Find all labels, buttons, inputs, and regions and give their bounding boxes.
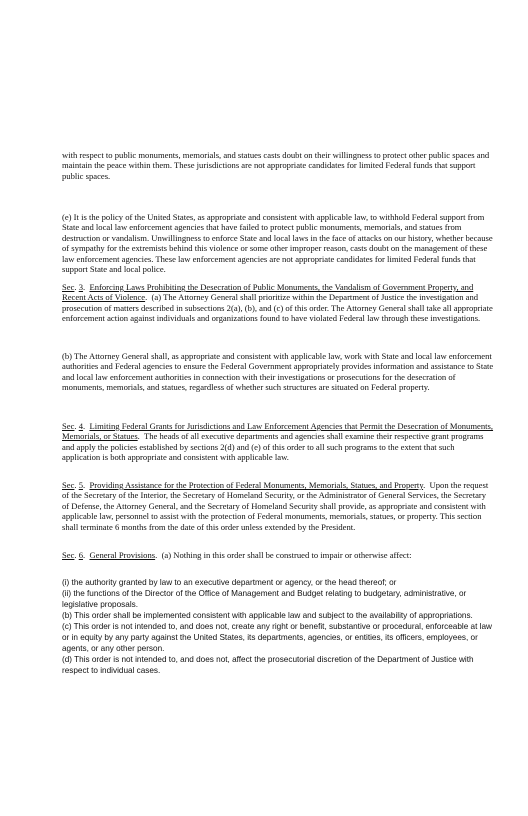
section-5-title: Providing Assistance for the Protection of Federal Monuments, Memorials, Statues, and Property (89, 480, 424, 490)
section-6-body: (a) Nothing in this order shall be construed to impair or otherwise affect: (161, 550, 412, 560)
section-3-body: (a) The Attorney General shall prioritize within the Department of Justice the investigation and prosecution of matters described in subsections 2(a), (b), and (c) of this order. The Attorney General shall take all appropriate enforcement action against individuals and organizations found to have violated Federal law through these investigations. (62, 292, 493, 324)
section-6: Sec. 6. General Provisions. (a) Nothing in this order shall be construed to impair or otherwise affect: (62, 550, 412, 560)
section-5-body: Upon the request of the Secretary of the Interior, the Secretary of Homeland Security, or the Administrator of General Services, the Secretary of Defense, the Attorney General, and the Secretary of Homeland Security shall provide, as appropriate and consistent with applicable law, personnel to assist with the protection of Federal monuments, memorials, statues, or property. This section shall terminate 6 months from the date of this order unless extended by the President. (62, 480, 489, 532)
section-6-label: Sec (62, 550, 75, 560)
paragraph-policy-e: (e) It is the policy of the United States, as appropriate and consistent with applicable law, to withhold Federal support from State and local law enforcement agencies that have failed to protect public monuments, memorials, and statues from destruction or vandalism. Unwillingness to enforce State and local laws in the face of attacks on our history, whether because of sympathy for the extremists behind this violence or some other improper reason, casts doubt on the management of these law enforcement agencies. These law enforcement agencies are not appropriate candidates for limited Federal funds that support State and local police. (62, 212, 493, 275)
provision-ii: (ii) the functions of the Director of the Office of Management and Budget relating to budgetary, administrative, or legislative proposals. (62, 589, 467, 609)
section-5: Sec. 5. Providing Assistance for the Protection of Federal Monuments, Memorials, Statues, and Property. Upon the request of the Secretary of the Interior, the Secretary of Homeland Security, or the Administrator of General Services, the Secretary of Defense, the Attorney General, and the Secretary of Homeland Security shall provide, as appropriate and consistent with applicable law, personnel to assist with the protection of Federal monuments, memorials, statues, or property. This section shall terminate 6 months from the date of this order unless extended by the President. (62, 480, 489, 532)
paragraph-continuation: with respect to public monuments, memorials, and statues casts doubt on their willingness to protect other public spaces and maintain the peace within them. These jurisdictions are not appropriate candidates for limited Federal funds that support public spaces. (62, 150, 490, 181)
section-4: Sec. 4. Limiting Federal Grants for Jurisdictions and Law Enforcement Agencies that Permit the Desecration of Monuments, Memorials, or Statues. The heads of all executive departments and agencies shall examine their respective grant programs and apply the policies established by sections 2(d) and (e) of this order to all such programs to the extent that such application is both appropriate and consistent with applicable law. (62, 421, 494, 463)
provision-i: (i) the authority granted by law to an executive department or agency, or the head thereof; or (62, 578, 397, 587)
paragraph-3b: (b) The Attorney General shall, as appropriate and consistent with applicable law, work with State and local law enforcement authorities and Federal agencies to ensure the Federal Government appropriately provides information and assistance to State and local law enforcement authorities in connection with their investigations or prosecutions for the desecration of monuments, memorials, and statues, regardless of whether such structures are situated on Federal property. (62, 351, 494, 393)
provision-b: (b) This order shall be implemented consistent with applicable law and subject to the availability of appropriations. (62, 611, 473, 620)
provision-c: (c) This order is not intended to, and does not, create any right or benefit, substantive or procedural, enforceable at law or in equity by any party against the United States, its departments, agencies, or entities, its officers, employees, or agents, or any other person. (62, 622, 492, 653)
section-5-label: Sec (62, 480, 75, 490)
section-4-title: Limiting Federal Grants for Jurisdictions and Law Enforcement Agencies that Permit the Desecration of Monuments, Memorials, or Statues (62, 421, 494, 442)
section-6-number: 6 (78, 550, 84, 560)
section-3-title: Enforcing Laws Prohibiting the Desecration of Public Monuments, the Vandalism of Government Property, and Recent Acts of Violence (62, 282, 474, 303)
section-4-label: Sec (62, 421, 75, 431)
section-4-number: 4 (78, 421, 84, 431)
general-provisions-list (62, 577, 494, 676)
provision-d: (d) This order is not intended to, and does not, affect the prosecutorial discretion of the Department of Justice with respect to individual cases. (62, 655, 474, 675)
section-6-title: General Provisions (89, 550, 156, 560)
section-3-label: Sec (62, 282, 75, 292)
section-3-number: 3 (78, 282, 84, 292)
section-4-body: The heads of all executive departments and agencies shall examine their respective grant programs and apply the policies established by sections 2(d) and (e) of this order to all such programs to the extent that such application is both appropriate and consistent with applicable law. (62, 431, 484, 463)
section-3: Sec. 3. Enforcing Laws Prohibiting the Desecration of Public Monuments, the Vandalism of Government Property, and Recent Acts of Violence. (a) The Attorney General shall prioritize within the Department of Justice the investigation and prosecution of matters described in subsections 2(a), (b), and (c) of this order. The Attorney General shall take all appropriate enforcement action against individuals and organizations found to have violated Federal law through these investigations. (62, 282, 493, 324)
section-5-number: 5 (78, 480, 84, 490)
